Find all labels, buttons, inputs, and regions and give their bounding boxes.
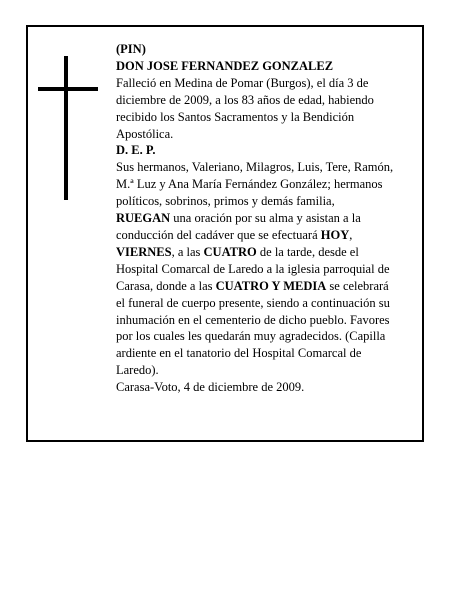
request-line: Carasa, donde a las CUATRO Y MEDIA se celebrará	[116, 278, 389, 293]
family-line: M.ª Luz y Ana María Fernández González; hermanos	[116, 177, 383, 192]
deceased-name: DON JOSE FERNANDEZ GONZALEZ	[116, 58, 334, 73]
closing-line: Laredo).	[116, 363, 159, 378]
place-date: Carasa-Voto, 4 de diciembre de 2009.	[116, 380, 305, 395]
request-line: conducción del cadáver que se efectuará HOY,	[116, 227, 353, 242]
death-line: diciembre de 2009, a los 83 años de edad, habiendo	[116, 92, 374, 107]
request-line: RUEGAN una oración por su alma y asistan a la	[116, 211, 361, 226]
death-line: Apostólica.	[116, 126, 174, 141]
closing-line: ardiente en el tanatorio del Hospital Comarcal de	[116, 346, 362, 361]
closing-line: por los cuales les quedarán muy agradecidos. (Capilla	[116, 329, 386, 344]
closing-line: el funeral de cuerpo presente, siendo a continuación su	[116, 295, 390, 310]
family-line: políticos, sobrinos, primos y demás familia,	[116, 194, 335, 209]
death-line: recibido los Santos Sacramentos y la Bendición	[116, 109, 355, 124]
request-line: Hospital Comarcal de Laredo a la iglesia parroquial de	[116, 261, 390, 276]
death-line: Falleció en Medina de Pomar (Burgos), el día 3 de	[116, 75, 369, 90]
obituary-notice	[26, 25, 424, 442]
cross-icon	[38, 56, 98, 200]
request-line: VIERNES, a las CUATRO de la tarde, desde el	[116, 244, 359, 259]
family-line: Sus hermanos, Valeriano, Milagros, Luis, Tere, Ramón,	[116, 160, 394, 175]
dep-heading: D. E. P.	[116, 143, 156, 158]
closing-line: inhumación en el cementerio de dicho pueblo. Favores	[116, 312, 390, 327]
notice-text	[116, 41, 420, 396]
notice-header: (PIN)	[116, 42, 146, 56]
